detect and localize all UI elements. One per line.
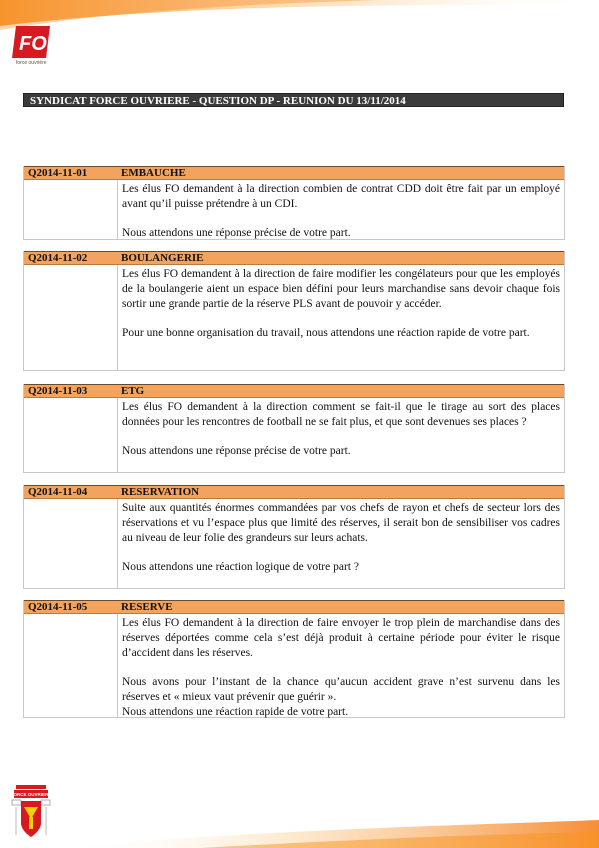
question-header xyxy=(24,600,564,614)
fo-logo-icon xyxy=(10,22,54,66)
question-block xyxy=(23,251,565,371)
question-block xyxy=(23,600,565,718)
logo-subtext: force ouvrière xyxy=(16,60,47,66)
question-title: RESERVE xyxy=(121,601,173,613)
top-decorative-swoosh xyxy=(0,0,599,80)
question-header xyxy=(24,485,564,499)
question-text: Les élus FO demandent à la direction de faire envoyer le trop plein de marchandise dans des réserves déportées comme cela s’est déjà produit à certaine période pour éviter le risque d’accident dans les réserves. xyxy=(122,617,560,659)
question-request: Nous attendons une réaction logique de votre part ? xyxy=(122,561,359,573)
question-title: BOULANGERIE xyxy=(121,252,204,264)
question-block xyxy=(23,166,565,240)
question-request: Pour une bonne organisation du travail, nous attendons une réaction rapide de votre part. xyxy=(122,327,530,339)
question-id: Q2014-11-04 xyxy=(28,486,88,498)
question-header xyxy=(24,251,564,265)
question-id: Q2014-11-03 xyxy=(28,385,88,397)
question-body xyxy=(24,614,564,720)
question-text: Suite aux quantités énormes commandées par vos chefs de rayon et chefs de secteur lors des réservations et vu l’espace plus que limité des réserves, il serait bon de sensibiliser vos cadres au niveau de leur folie des grandeurs sur leurs achats. xyxy=(122,502,560,544)
logo-text: FO xyxy=(19,33,47,55)
question-title: RESERVATION xyxy=(121,486,200,498)
question-request: Nous attendons une réponse précise de votre part. xyxy=(122,445,351,457)
force-ouvriere-emblem-icon xyxy=(10,783,52,841)
question-id: Q2014-11-02 xyxy=(28,252,88,264)
question-id: Q2014-11-05 xyxy=(28,601,88,613)
question-title: ETG xyxy=(121,385,145,397)
question-id: Q2014-11-01 xyxy=(28,167,88,179)
question-body xyxy=(24,398,564,472)
question-request: Nous attendons une réaction rapide de votre part. xyxy=(122,706,349,718)
emblem-text: FORCE OUVRIERE xyxy=(10,792,52,797)
question-body xyxy=(24,265,564,370)
question-body xyxy=(24,499,564,588)
question-block xyxy=(23,384,565,473)
question-title: EMBAUCHE xyxy=(121,167,186,179)
question-text: Les élus FO demandent à la direction comment se fait-il que le tirage au sort des places données pour les rencontres de football ne se fait plus, et que sont devenues ses places ? xyxy=(122,401,560,428)
question-text: Les élus FO demandent à la direction combien de contrat CDD doit être fait par un employé avant qu’il puisse prétendre à un CDI. xyxy=(122,183,560,210)
question-block xyxy=(23,485,565,589)
question-body xyxy=(24,180,564,241)
question-header xyxy=(24,166,564,180)
question-request: Nous attendons une réponse précise de votre part. xyxy=(122,227,351,239)
question-text: Les élus FO demandent à la direction de faire modifier les congélateurs pour que les employés de la boulangerie aient un espace bien défini pour leurs marchandise sans devoir chaque fois sortir une grande partie de la réserve PLS avant de pouvoir y accéder. xyxy=(122,268,560,310)
bottom-decorative-swoosh xyxy=(0,790,599,848)
page-title: SYNDICAT FORCE OUVRIERE - QUESTION DP - REUNION DU 13/11/2014 xyxy=(23,93,564,107)
question-header xyxy=(24,384,564,398)
question-note: Nous avons pour l’instant de la chance qu’aucun accident grave n’est survenu dans les réserves et « mieux vaut prévenir que guérir ». xyxy=(122,676,560,703)
